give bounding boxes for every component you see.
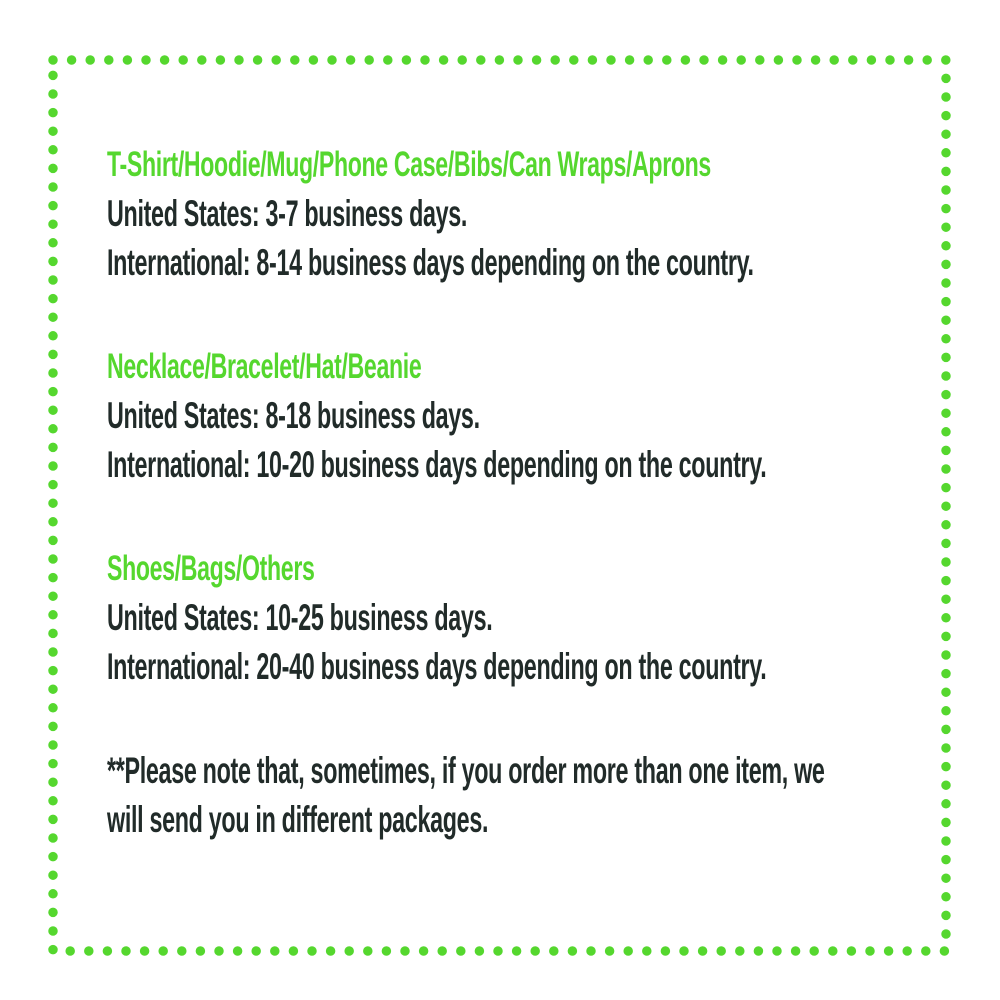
category-heading: Necklace/Bracelet/Hat/Beanie (107, 347, 422, 386)
packages-note (107, 746, 957, 844)
international-shipping-line: International: 10-20 business days depending on the country. (107, 444, 767, 485)
domestic-shipping-line: United States: 10-25 business days. (107, 597, 493, 638)
shipping-section-shoes-bags (107, 544, 957, 691)
packages-note-line: **Please note that, sometimes, if you order more than one item, we (107, 750, 825, 791)
domestic-shipping-line: United States: 3-7 business days. (107, 193, 468, 234)
packages-note-line: will send you in different packages. (107, 799, 489, 840)
international-shipping-line: International: 20-40 business days depending on the country. (107, 646, 767, 687)
category-heading: Shoes/Bags/Others (107, 549, 315, 588)
domestic-shipping-line: United States: 8-18 business days. (107, 395, 480, 436)
shipping-info-content (107, 140, 957, 844)
shipping-section-apparel (107, 140, 957, 287)
international-shipping-line: International: 8-14 business days depending on the country. (107, 242, 754, 283)
shipping-section-accessories (107, 342, 957, 489)
category-heading: T-Shirt/Hoodie/Mug/Phone Case/Bibs/Can Wraps/Aprons (107, 145, 711, 184)
